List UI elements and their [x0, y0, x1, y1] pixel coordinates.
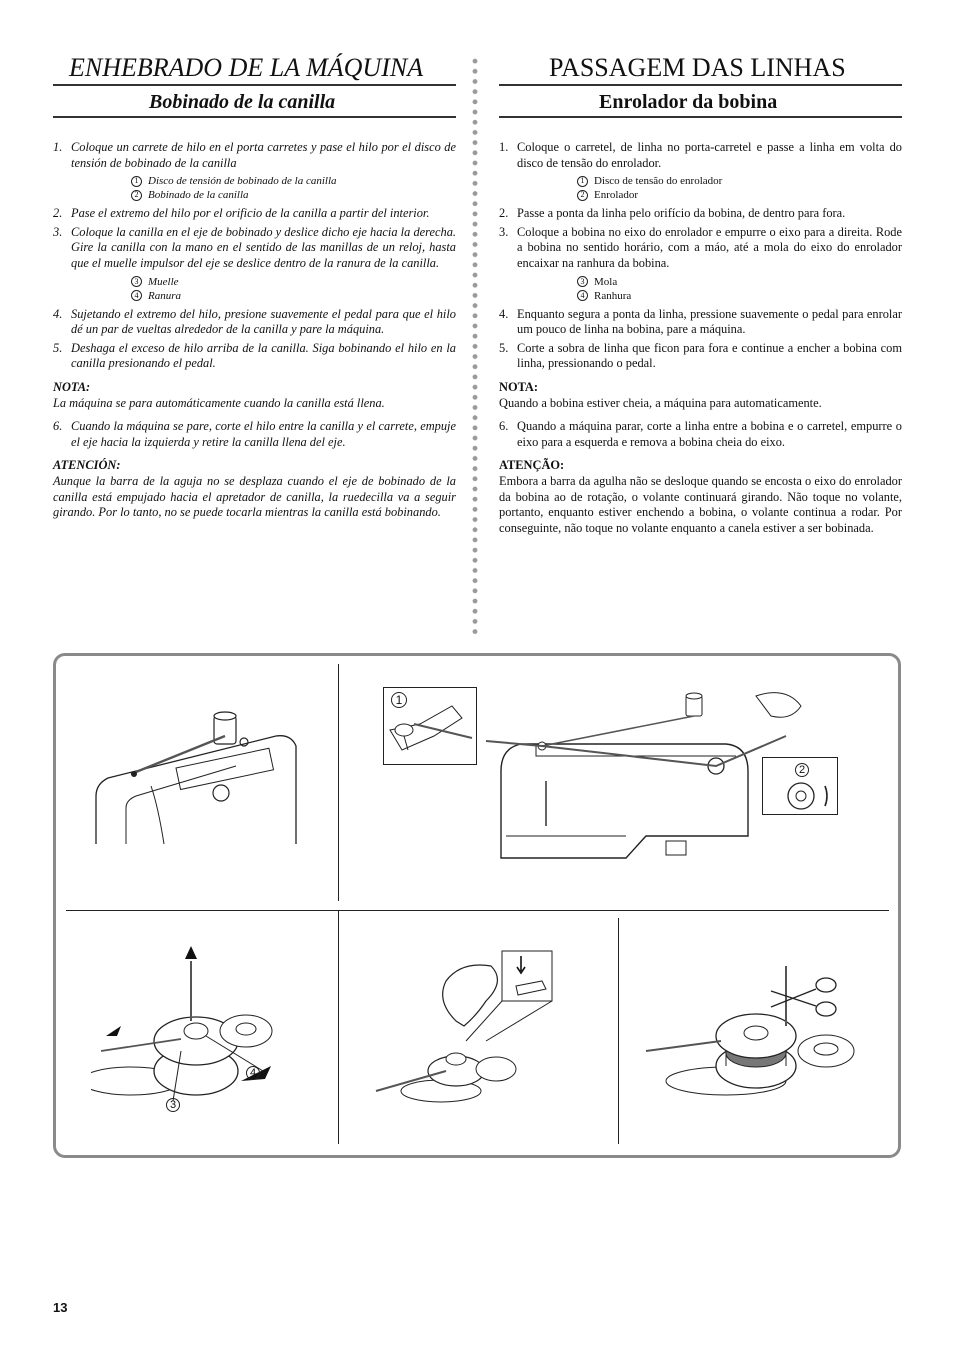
- column-divider: [472, 56, 478, 636]
- callout-number: 1: [131, 176, 142, 187]
- step-6: 6. Quando a máquina parar, corte a linha entre a bobina e o carretel, empurre o eixo para a esquerda e remova a bobina cheia do eixo.: [499, 419, 902, 449]
- label-list: 3 Mola 4 Ranhura: [577, 275, 902, 303]
- full-bobbin-scissors-illustration: [641, 941, 881, 1121]
- label-list: 1 Disco de tensión de bobinado de la canilla 2 Bobinado de la canilla: [131, 174, 456, 202]
- portuguese-subtitle: Enrolador da bobina: [499, 86, 902, 118]
- note-heading: NOTA:: [499, 379, 539, 394]
- note-text: Quando a bobina estiver cheia, a máquina para automaticamente.: [499, 395, 822, 410]
- figure-divider: [338, 911, 339, 1144]
- spanish-body: [53, 140, 456, 521]
- caution-text: Aunque la barra de la aguja no se desplaza cuando el eje de bobinado de la canilla está empujado hacia el apretador de canilla, la ruedecilla va a seguir girando. Por lo tanto, no se puede tocarla mientras la canilla está bobinando.: [53, 473, 456, 520]
- callout-number: 4: [577, 290, 588, 301]
- figure-divider: [338, 664, 339, 901]
- sewing-machine-illustration: [486, 686, 806, 866]
- step-1: 1. Coloque o carretel, de linha no porta-carretel e passe a linha em volta do disco de tensão do enrolador.: [499, 140, 902, 170]
- step-4: 4. Sujetando el extremo del hilo, presione suavemente el pedal para que el hilo dé un par de vueltas alrededor de la canilla y pare la máquina.: [53, 306, 456, 337]
- callout-3: 3: [166, 1098, 180, 1112]
- label-list: 1 Disco de tensão do enrolador 2 Enrolador: [577, 174, 902, 202]
- spanish-title: ENHEBRADO DE LA MÁQUINA: [53, 52, 456, 86]
- spanish-column: [53, 52, 456, 529]
- caution-text: Embora a barra da agulha não se desloque quando se encosta o eixo do enrolador da bobina ao de rotação, o volante continuará girando. Não toque no volante, portanto, enquanto estiver enchendo a bobina, o volante continua a rodar. Por conseguinte, não toque no volante enquanto a canela estiver a ser bobinada.: [499, 473, 902, 535]
- callout-number: 3: [577, 276, 588, 287]
- illustration-panel: [53, 653, 901, 1158]
- label-list: 3 Muelle 4 Ranura: [131, 275, 456, 303]
- machine-spool-illustration: [86, 696, 316, 846]
- portuguese-title: PASSAGEM DAS LINHAS: [499, 52, 902, 86]
- callout-4: 4: [246, 1066, 260, 1080]
- step-4: 4. Enquanto segura a ponta da linha, pressione suavemente o pedal para enrolar um pouco de linha na bobina, pare a máquina.: [499, 306, 902, 337]
- callout-number: 3: [131, 276, 142, 287]
- callout-number: 1: [577, 176, 588, 187]
- step-5: 5. Deshaga el exceso de hilo arriba de la canilla. Siga bobinando el hilo en la canilla presionando el pedal.: [53, 340, 456, 371]
- callout-1: 1: [391, 692, 407, 708]
- portuguese-body: [499, 140, 902, 536]
- caution-heading: ATENCIÓN:: [53, 458, 121, 473]
- figure-divider: [66, 910, 889, 911]
- step-2: 2. Pase el extremo del hilo por el orificio de la canilla a partir del interior.: [53, 206, 430, 221]
- callout-number: 4: [131, 290, 142, 301]
- step-5: 5. Corte a sobra de linha que ficon para fora e continue a encher a bobina com linha, pressionando o pedal.: [499, 340, 902, 371]
- callout-number: 2: [577, 190, 588, 201]
- bobbin-spindle-illustration: [91, 941, 311, 1121]
- callout-number: 2: [131, 190, 142, 201]
- bobbin-winder-inset: [762, 757, 838, 815]
- tension-disc-inset: [383, 687, 477, 765]
- step-6: 6. Cuando la máquina se pare, corte el hilo entre la canilla y el carrete, empuje el eje hacia la izquierda y retire la canilla llena del eje.: [53, 419, 456, 449]
- page-number: 13: [53, 1300, 68, 1315]
- note-heading: NOTA:: [53, 379, 91, 394]
- step-3: 3. Coloque a bobina no eixo do enrolador e empurre o eixo para a direita. Rode a bobina no sentido horário, com a máo, até a mola do eixo do enrolador encaixar na ranhura da bobina.: [499, 224, 902, 270]
- step-1: 1. Coloque un carrete de hilo en el porta carretes y pase el hilo por el disco de tensión de bobinado de la canilla: [53, 140, 456, 170]
- callout-2: 2: [795, 763, 809, 777]
- spanish-subtitle: Bobinado de la canilla: [53, 86, 456, 118]
- caution-heading: ATENÇÃO:: [499, 458, 565, 473]
- step-2: 2. Passe a ponta da linha pelo orifício da bobina, de dentro para fora.: [499, 206, 846, 221]
- figure-divider: [618, 918, 619, 1144]
- portuguese-column: [499, 52, 902, 544]
- pedal-winding-illustration: [366, 941, 606, 1121]
- step-3: 3. Coloque la canilla en el eje de bobinado y deslice dicho eje hacia la derecha. Gire la canilla con la mano en el sentido de las manillas de un reloj, hasta que el muelle impulsor del eje se deslice dentro de la ranura de la canilla.: [53, 224, 456, 270]
- note-text: La máquina se para automáticamente cuando la canilla está llena.: [53, 395, 385, 410]
